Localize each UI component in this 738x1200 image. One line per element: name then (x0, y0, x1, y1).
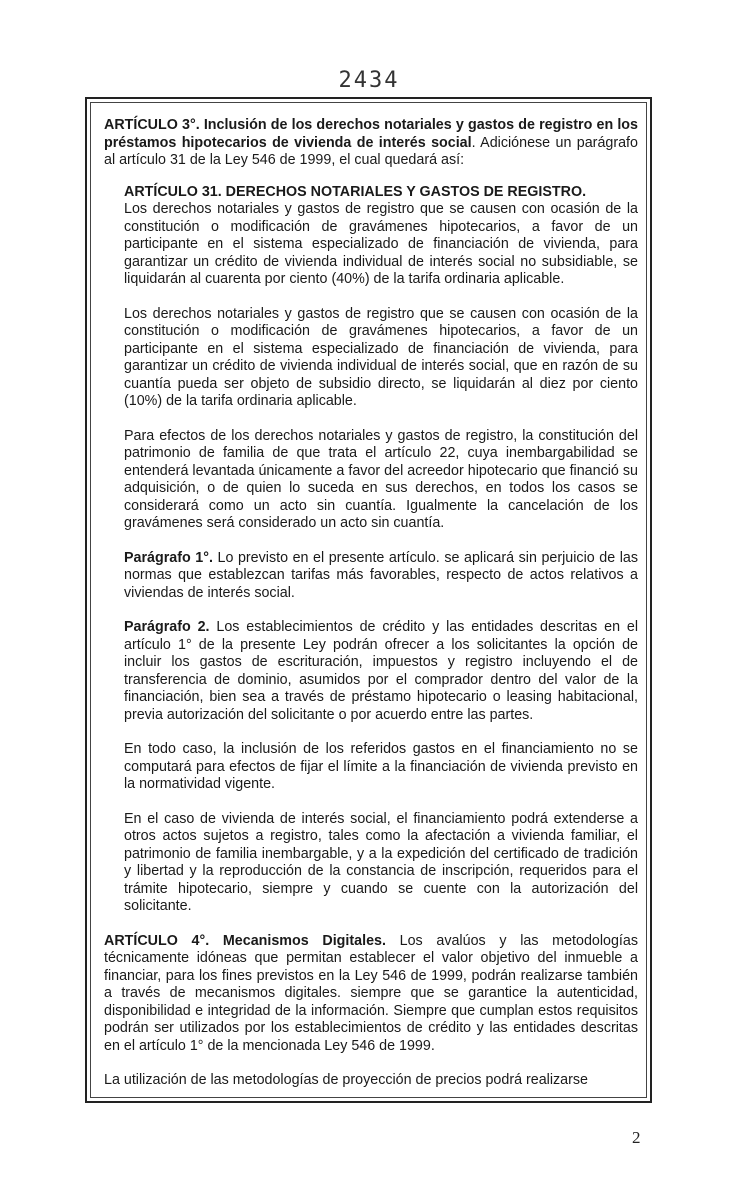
paragrafo-1 (124, 550, 638, 603)
page-number: 2 (632, 1128, 641, 1147)
document-number-stamp: 2434 (338, 68, 400, 93)
article-3 (104, 117, 638, 170)
document-body (104, 117, 638, 1090)
paragrafo-2 (124, 619, 638, 724)
article-31-paragraph-5: En el caso de vivienda de interés social, el financiamiento podrá extenderse a otros actos sujetos a registro, tales como la afectación a vivienda familiar, el patrimonio de familia inembargable, y a la expedición del certificado de tradición y libertad y la reproducción de la constancia de inscripción, requeridos para el trámite hipotecario, siempre y cuando se cuente con la autorización del solicitante. (124, 810, 638, 914)
article-4-text: Los avalúos y las metodologías técnicamente idóneas que permitan establecer el valor objetivo del inmueble a financiar, para los fines previstos en la Ley 546 de 1999, podrán realizarse también a través de mecanismos digitales. siempre que se garantice la autenticidad, disponibilidad e integridad de la información. Siempre que cumplan estos requisitos podrán ser utilizados por los establecimientos de crédito y las entidades descritas en el artículo 1° de la mencionada Ley 546 de 1999. (104, 932, 638, 1054)
paragrafo-1-text: Lo previsto en el presente artículo. se aplicará sin perjuicio de las normas que establezcan tarifas más favorables, respecto de actos relativos a viviendas de interés social. (124, 549, 638, 601)
article-31-paragraph-4: En todo caso, la inclusión de los referidos gastos en el financiamiento no se computará para efectos de fijar el límite a la financiación de vivienda previsto en la normatividad vigente. (124, 741, 638, 792)
article-31-paragraph-1: Los derechos notariales y gastos de registro que se causen con ocasión de la constitución o modificación de gravámenes hipotecarios, a favor de un participante en el sistema especializado de financiación de vivienda, para garantizar un crédito de vivienda individual de interés social no subsidiable, se liquidarán al cuarenta por ciento (40%) de la tarifa ordinaria aplicable. (124, 201, 638, 287)
article-31-heading: ARTÍCULO 31. DERECHOS NOTARIALES Y GASTOS DE REGISTRO. (124, 183, 587, 200)
article-3-heading: ARTÍCULO 3°. Inclusión de los derechos notariales y gastos de registro en los préstamos hipotecarios de vivienda de interés social (104, 117, 638, 151)
article-4-heading: ARTÍCULO 4°. Mecanismos Digitales. (104, 932, 386, 949)
article-31-block (104, 184, 638, 916)
article-4 (104, 933, 638, 1056)
paragrafo-1-label: Parágrafo 1°. (124, 549, 213, 566)
article-3-text: . Adiciónese un parágrafo al artículo 31 de la Ley 546 de 1999, el cual quedará así: (104, 134, 638, 168)
article-31-paragraph-2: Los derechos notariales y gastos de registro que se causen con ocasión de la constitución o modificación de gravámenes hipotecarios, a favor de un participante en el sistema especializado de financiación de vivienda, para garantizar un crédito de vivienda individual de interés social, que en razón de su cuantía pueda ser objeto de subsidio directo, se liquidarán al diez por ciento (10%) de la tarifa ordinaria aplicable. (124, 305, 638, 409)
paragrafo-2-text: Los establecimientos de crédito y las entidades descritas en el artículo 1° de la presente Ley podrán ofrecer a los solicitantes la opción de incluir los gastos de escrituración, impuestos y registro incluyendo el de transferencia de dominio, asumidos por el comprador dentro del valor de la financiación, bien sea a través de préstamo hipotecario o leasing habitacional, previa autorización del solicitante o por acuerdo entre las partes. (124, 619, 638, 723)
article-4-paragraph-2: La utilización de las metodologías de proyección de precios podrá realizarse (104, 1072, 588, 1088)
article-31-paragraph-3: Para efectos de los derechos notariales y gastos de registro, la constitución del patrimonio de familia de que trata el artículo 22, cuya inembargabilidad se entenderá levantada únicamente a favor del acreedor hipotecario que financió su adquisición, o de quien lo suceda en sus derechos, en todos los casos se considerará como un acto sin cuantía. Igualmente la cancelación de los gravámenes será considerado un acto sin cuantía. (124, 427, 638, 531)
paragrafo-2-label: Parágrafo 2. (124, 619, 210, 635)
